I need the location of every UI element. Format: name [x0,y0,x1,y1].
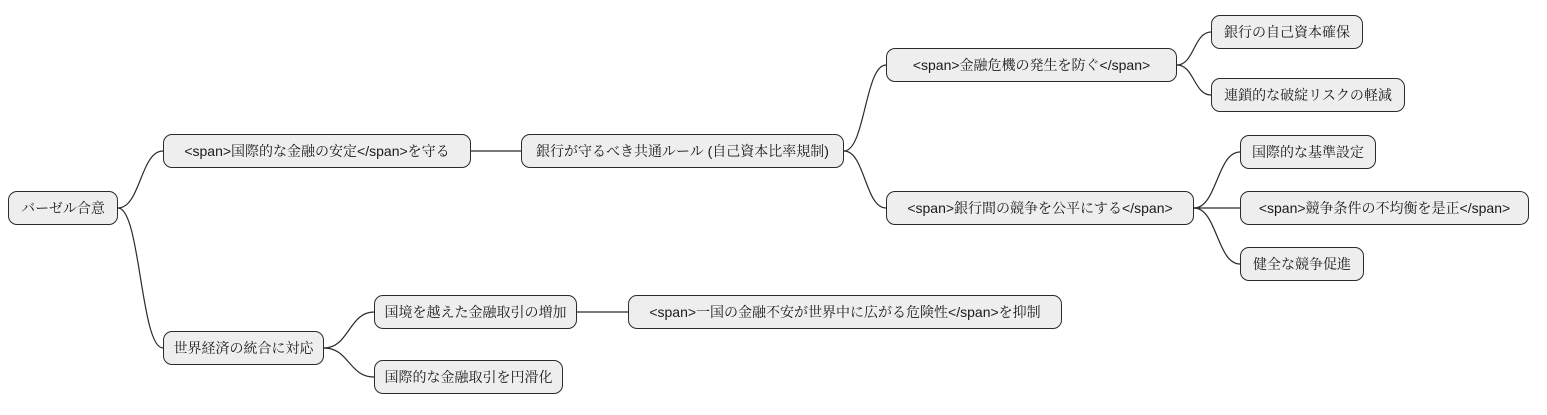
mindmap-node[interactable] [374,295,577,329]
node-label: <span>国際的な金融の安定</span>を守る [184,143,450,159]
node-label: <span>金融危機の発生を防ぐ</span> [912,57,1151,73]
mindmap-edge [844,65,886,151]
node-label: バーゼル合意 [21,200,105,216]
node-label: <span>競争条件の不均衡を是正</span> [1258,200,1511,216]
node-label: 国際的な金融取引を円滑化 [384,369,553,385]
mindmap-node[interactable] [886,191,1194,225]
node-label: 国境を越えた金融取引の増加 [384,304,567,320]
node-label: <span>銀行間の競争を公平にする</span> [907,200,1173,216]
mindmap-edge [1177,65,1211,95]
mindmap-node[interactable] [163,134,471,168]
node-label: 連鎖的な破綻リスクの軽減 [1224,87,1392,103]
mindmap-node[interactable] [374,360,563,394]
node-label: <span>一国の金融不安が世界中に広がる危険性</span>を抑制 [649,304,1041,320]
mindmap-edge [324,312,374,348]
mindmap-edge [324,348,374,377]
mindmap-node[interactable] [886,48,1177,82]
node-label: 銀行の自己資本確保 [1224,24,1350,40]
mindmap-node[interactable] [628,295,1062,329]
mindmap-node[interactable] [521,134,844,168]
node-label: 世界経済の統合に対応 [173,340,314,356]
mindmap-node[interactable] [1240,135,1376,169]
mindmap-node[interactable] [1240,247,1364,281]
mindmap-edge [1177,32,1211,65]
mindmap-node[interactable] [163,331,324,365]
mindmap-edge [844,151,886,208]
mindmap-edge [1194,152,1240,208]
mindmap-node[interactable] [8,191,118,225]
mindmap-node[interactable] [1211,15,1363,49]
mindmap-node[interactable] [1240,191,1529,225]
mindmap-edge [1194,208,1240,264]
mindmap-node[interactable] [1211,78,1405,112]
node-label: 国際的な基準設定 [1252,144,1364,160]
mindmap-edge [118,151,163,208]
node-label: 健全な競争促進 [1253,256,1351,272]
node-label: 銀行が守るべき共通ルール (自己資本比率規制) [536,143,829,159]
mindmap-edge [118,208,163,348]
